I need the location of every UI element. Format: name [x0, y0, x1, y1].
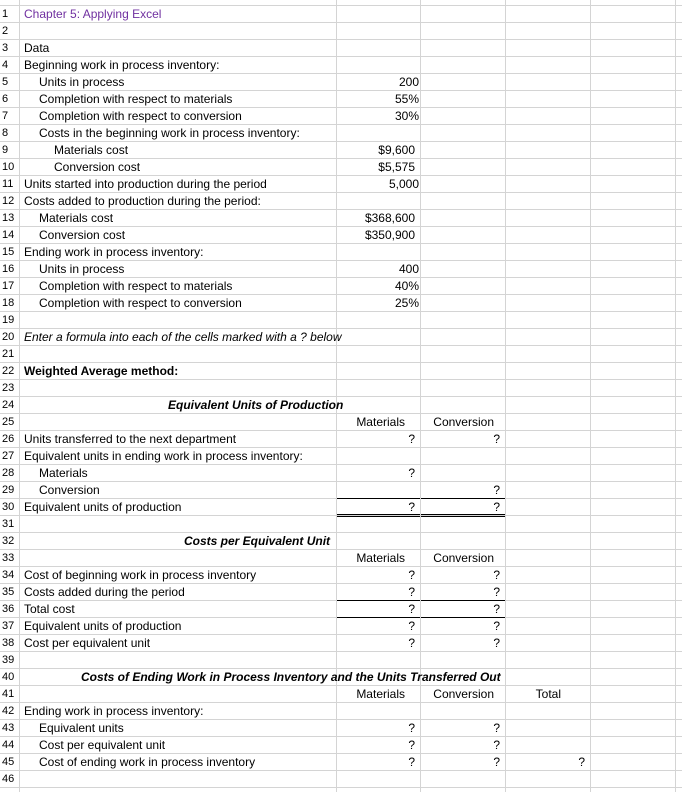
- cell[interactable]: Materials: [356, 687, 405, 701]
- cell[interactable]: Chapter 5: Applying Excel: [24, 7, 162, 21]
- spreadsheet-row: [0, 431, 682, 448]
- cell[interactable]: Costs added to production during the period:: [24, 194, 261, 208]
- row-number[interactable]: 19: [2, 314, 15, 326]
- cell[interactable]: ?: [493, 755, 500, 769]
- cell[interactable]: Equivalent units of production: [24, 619, 182, 633]
- spreadsheet-row: [0, 363, 682, 380]
- row-number[interactable]: 26: [2, 433, 15, 445]
- row-number[interactable]: 43: [2, 722, 15, 734]
- row-number[interactable]: 45: [2, 756, 15, 768]
- row-number[interactable]: 16: [2, 263, 15, 275]
- cell[interactable]: ?: [493, 602, 500, 616]
- cell[interactable]: ?: [493, 585, 500, 599]
- cell[interactable]: Data: [24, 41, 50, 55]
- cell[interactable]: Conversion cost: [54, 160, 141, 174]
- cell[interactable]: Equivalent units: [39, 721, 124, 735]
- cell[interactable]: Costs per Equivalent Unit: [184, 534, 331, 548]
- underline: [337, 600, 420, 601]
- row-number[interactable]: 6: [2, 93, 9, 105]
- underline: [421, 498, 505, 499]
- row-number[interactable]: 4: [2, 59, 9, 71]
- cell[interactable]: Materials: [356, 415, 405, 429]
- row-number[interactable]: 30: [2, 501, 15, 513]
- row-number[interactable]: 42: [2, 705, 15, 717]
- cell[interactable]: Materials: [356, 551, 405, 565]
- cell[interactable]: ?: [493, 619, 500, 633]
- row-number[interactable]: 2: [2, 25, 9, 37]
- cell[interactable]: 25%: [394, 296, 419, 310]
- cell[interactable]: Materials cost: [39, 211, 114, 225]
- cell[interactable]: Units transferred to the next department: [24, 432, 237, 446]
- row-number[interactable]: 38: [2, 637, 15, 649]
- spreadsheet-row: [0, 261, 682, 278]
- spreadsheet-row: [0, 380, 682, 397]
- row-number[interactable]: 34: [2, 569, 15, 581]
- cell[interactable]: Equivalent units in ending work in process inventory:: [24, 449, 303, 463]
- cell[interactable]: Conversion: [433, 687, 494, 701]
- double-underline: [337, 514, 420, 517]
- spreadsheet-row: [0, 771, 682, 788]
- spreadsheet-row: [0, 652, 682, 669]
- row-number[interactable]: 18: [2, 297, 15, 309]
- spreadsheet-row: [0, 23, 682, 40]
- spreadsheet-row: [0, 703, 682, 720]
- cell[interactable]: ?: [408, 738, 415, 752]
- cell[interactable]: Conversion cost: [39, 228, 126, 242]
- cell[interactable]: Completion with respect to materials: [39, 279, 233, 293]
- cell[interactable]: Costs of Ending Work in Process Inventory and the Units Transferred Out: [81, 670, 501, 684]
- cell[interactable]: ?: [578, 755, 585, 769]
- spreadsheet-row: [0, 618, 682, 635]
- spreadsheet-row: [0, 74, 682, 91]
- cell[interactable]: Total: [535, 687, 561, 701]
- row-number[interactable]: 15: [2, 246, 15, 258]
- cell[interactable]: Units started into production during the period: [24, 177, 267, 191]
- cell[interactable]: ?: [493, 721, 500, 735]
- cell[interactable]: ?: [493, 483, 500, 497]
- row-number[interactable]: 37: [2, 620, 15, 632]
- spreadsheet-row: [0, 482, 682, 499]
- row-number[interactable]: 10: [2, 161, 15, 173]
- spreadsheet-row: [0, 584, 682, 601]
- row-number[interactable]: 24: [2, 399, 15, 411]
- cell[interactable]: 40%: [394, 279, 419, 293]
- underline: [337, 498, 420, 499]
- cell[interactable]: Materials cost: [54, 143, 129, 157]
- cell[interactable]: Cost per equivalent unit: [24, 636, 151, 650]
- cell[interactable]: $9,600: [378, 143, 415, 157]
- row-number[interactable]: 32: [2, 535, 15, 547]
- row-number[interactable]: 7: [2, 110, 9, 122]
- cell[interactable]: Completion with respect to conversion: [39, 109, 242, 123]
- spreadsheet-row: [0, 669, 682, 686]
- row-number[interactable]: 8: [2, 127, 9, 139]
- spreadsheet-row: [0, 278, 682, 295]
- cell[interactable]: Conversion: [433, 551, 494, 565]
- cell[interactable]: Cost per equivalent unit: [39, 738, 166, 752]
- cell[interactable]: ?: [493, 500, 500, 514]
- cell[interactable]: ?: [493, 636, 500, 650]
- cell[interactable]: 400: [398, 262, 419, 276]
- row-number[interactable]: 9: [2, 144, 9, 156]
- cell[interactable]: Units in process: [39, 262, 125, 276]
- row-number[interactable]: 23: [2, 382, 15, 394]
- spreadsheet-row: [0, 533, 682, 550]
- spreadsheet-row: [0, 635, 682, 652]
- row-number[interactable]: 1: [2, 8, 9, 20]
- spreadsheet-row: [0, 57, 682, 74]
- spreadsheet-row: [0, 516, 682, 533]
- cell[interactable]: Materials: [39, 466, 88, 480]
- cell[interactable]: Equivalent units of production: [24, 500, 182, 514]
- cell[interactable]: Costs in the beginning work in process inventory:: [39, 126, 300, 140]
- spreadsheet-row: [0, 601, 682, 618]
- cell[interactable]: ?: [408, 585, 415, 599]
- row-number[interactable]: 13: [2, 212, 15, 224]
- row-number[interactable]: 20: [2, 331, 15, 343]
- spreadsheet-row: [0, 329, 682, 346]
- spreadsheet-row: [0, 91, 682, 108]
- row-number[interactable]: 40: [2, 671, 15, 683]
- row-number[interactable]: 17: [2, 280, 15, 292]
- underline: [337, 617, 420, 618]
- spreadsheet-row: [0, 567, 682, 584]
- row-number[interactable]: 28: [2, 467, 15, 479]
- cell[interactable]: ?: [408, 755, 415, 769]
- cell[interactable]: Equivalent Units of Production: [168, 398, 344, 412]
- cell[interactable]: Cost of beginning work in process inventory: [24, 568, 257, 582]
- spreadsheet-row: [0, 295, 682, 312]
- spreadsheet-row: [0, 754, 682, 771]
- row-number[interactable]: 14: [2, 229, 15, 241]
- cell[interactable]: 200: [398, 75, 419, 89]
- row-number[interactable]: 39: [2, 654, 15, 666]
- cell[interactable]: 55%: [394, 92, 419, 106]
- spreadsheet-row: [0, 686, 682, 703]
- cell[interactable]: Ending work in process inventory:: [24, 245, 204, 259]
- underline: [421, 600, 505, 601]
- cell[interactable]: 30%: [394, 109, 419, 123]
- spreadsheet-row: [0, 448, 682, 465]
- cell[interactable]: Conversion: [433, 415, 494, 429]
- spreadsheet-row: [0, 550, 682, 567]
- spreadsheet-row: [0, 125, 682, 142]
- row-number[interactable]: 12: [2, 195, 15, 207]
- row-number[interactable]: 33: [2, 552, 15, 564]
- cell[interactable]: Completion with respect to materials: [39, 92, 233, 106]
- spreadsheet-row: [0, 142, 682, 159]
- spreadsheet-row: [0, 6, 682, 23]
- row-number[interactable]: 46: [2, 773, 15, 785]
- cell[interactable]: Costs added during the period: [24, 585, 185, 599]
- row-gridline: [0, 787, 682, 788]
- cell[interactable]: ?: [408, 602, 415, 616]
- row-number[interactable]: 25: [2, 416, 15, 428]
- spreadsheet-row: [0, 346, 682, 363]
- cell[interactable]: $5,575: [378, 160, 415, 174]
- spreadsheet-row: [0, 244, 682, 261]
- row-number[interactable]: 36: [2, 603, 15, 615]
- cell[interactable]: $350,900: [364, 228, 415, 242]
- cell[interactable]: ?: [408, 636, 415, 650]
- spreadsheet-row: [0, 737, 682, 754]
- spreadsheet-row: [0, 720, 682, 737]
- cell[interactable]: Units in process: [39, 75, 125, 89]
- spreadsheet-row: [0, 465, 682, 482]
- spreadsheet-row: [0, 227, 682, 244]
- cell[interactable]: Cost of ending work in process inventory: [39, 755, 256, 769]
- cell[interactable]: ?: [408, 432, 415, 446]
- spreadsheet-row: [0, 159, 682, 176]
- row-number[interactable]: 31: [2, 518, 15, 530]
- cell[interactable]: Beginning work in process inventory:: [24, 58, 220, 72]
- row-number[interactable]: 5: [2, 76, 9, 88]
- cell[interactable]: ?: [408, 568, 415, 582]
- cell[interactable]: ?: [408, 721, 415, 735]
- spreadsheet-row: [0, 193, 682, 210]
- cell[interactable]: Completion with respect to conversion: [39, 296, 242, 310]
- row-number[interactable]: 3: [2, 42, 9, 54]
- spreadsheet-row: [0, 176, 682, 193]
- cell[interactable]: ?: [408, 500, 415, 514]
- spreadsheet-row: [0, 414, 682, 431]
- cell[interactable]: Total cost: [24, 602, 75, 616]
- row-number[interactable]: 21: [2, 348, 15, 360]
- cell[interactable]: Conversion: [39, 483, 100, 497]
- row-number[interactable]: 22: [2, 365, 15, 377]
- cell[interactable]: ?: [493, 568, 500, 582]
- cell[interactable]: Weighted Average method:: [24, 364, 179, 378]
- spreadsheet-row: [0, 312, 682, 329]
- row-number[interactable]: 35: [2, 586, 15, 598]
- cell[interactable]: ?: [493, 738, 500, 752]
- cell[interactable]: $368,600: [364, 211, 415, 225]
- underline: [421, 617, 505, 618]
- spreadsheet-row: [0, 108, 682, 125]
- cell[interactable]: ?: [408, 466, 415, 480]
- row-number[interactable]: 41: [2, 688, 15, 700]
- row-number[interactable]: 44: [2, 739, 15, 751]
- cell[interactable]: Ending work in process inventory:: [24, 704, 204, 718]
- spreadsheet-row: [0, 210, 682, 227]
- spreadsheet-row: [0, 40, 682, 57]
- cell[interactable]: 5,000: [388, 177, 419, 191]
- double-underline: [421, 514, 505, 517]
- cell[interactable]: Enter a formula into each of the cells marked with a ? below: [24, 330, 342, 344]
- cell[interactable]: ?: [493, 432, 500, 446]
- row-number[interactable]: 29: [2, 484, 15, 496]
- row-number[interactable]: 11: [2, 178, 14, 190]
- cell[interactable]: ?: [408, 619, 415, 633]
- row-number[interactable]: 27: [2, 450, 15, 462]
- spreadsheet-row: [0, 397, 682, 414]
